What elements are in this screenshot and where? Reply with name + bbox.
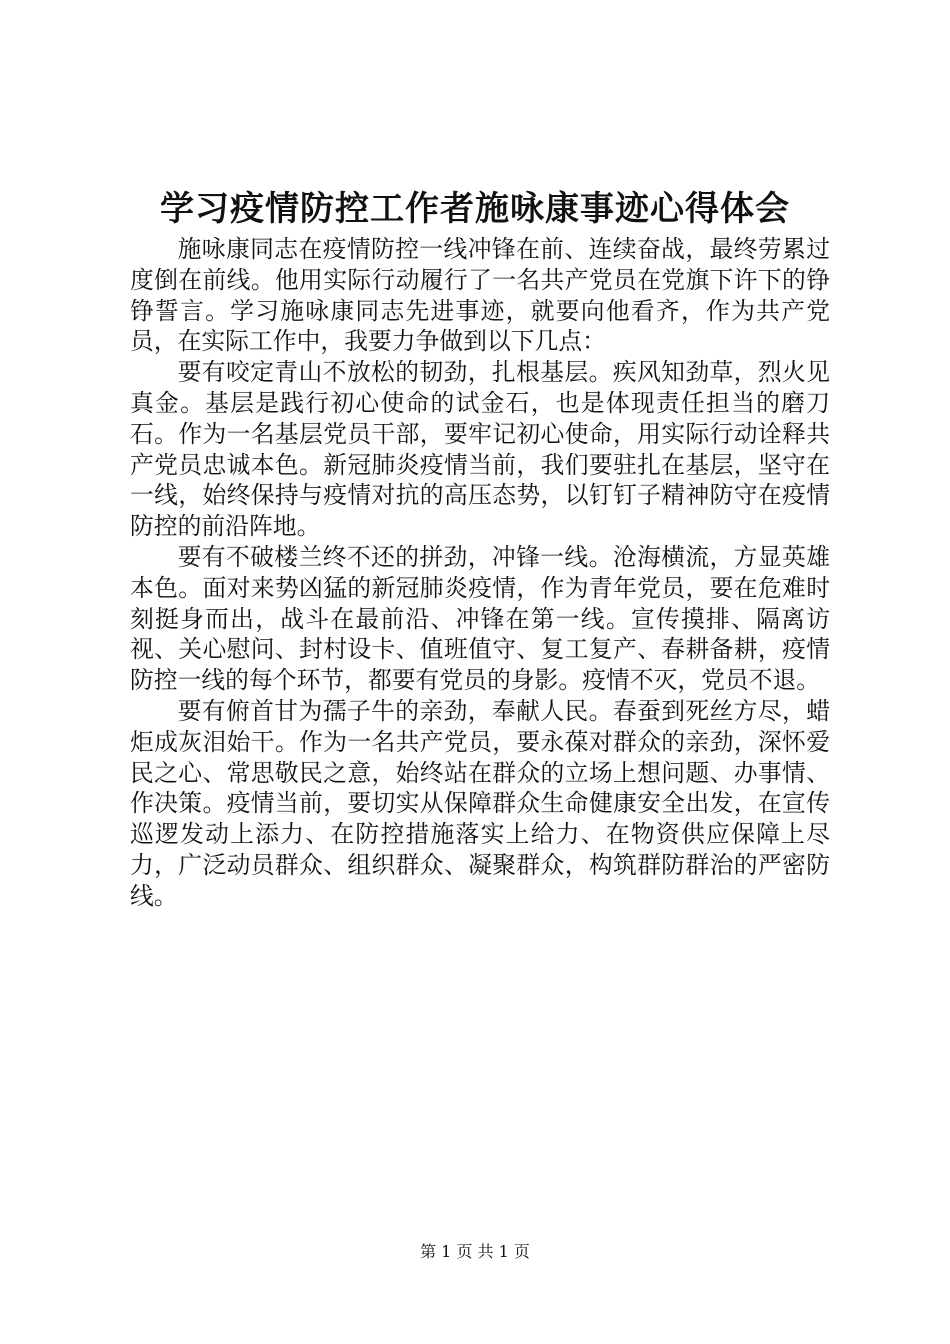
paragraph-grassroots: 要有咬定青山不放松的韧劲，扎根基层。疾风知劲草，烈火见真金。基层是践行初心使命的试金石，也是体现责任担当的磨刀石。作为一名基层党员干部，要牢记初心使命，用实际行动诠释共产党员忠诚本色。新冠肺炎疫情当前，我们要驻扎在基层，坚守在一线，始终保持与疫情对抗的高压态势，以钉钉子精神防守在疫情防控的前沿阵地。 [130, 358, 830, 541]
paragraph-frontline: 要有不破楼兰终不还的拼劲，冲锋一线。沧海横流，方显英雄本色。面对来势凶猛的新冠肺炎疫情，作为青年党员，要在危难时刻挺身而出，战斗在最前沿、冲锋在第一线。宣传摸排、隔离访视、关心慰问、封村设卡、值班值守、复工复产、春耕备耕，疫情防控一线的每个环节，都要有党员的身影。疫情不灭，党员不退。 [130, 542, 830, 695]
paragraph-intro: 施咏康同志在疫情防控一线冲锋在前、连续奋战，最终劳累过度倒在前线。他用实际行动履行了一名共产党员在党旗下许下的铮铮誓言。学习施咏康同志先进事迹，就要向他看齐，作为共产党员，在实际工作中，我要力争做到以下几点： [130, 235, 830, 356]
document-title: 学习疫情防控工作者施咏康事迹心得体会 [160, 189, 790, 229]
document-body [130, 234, 830, 912]
paragraph-serve-people: 要有俯首甘为孺子牛的亲劲，奉献人民。春蚕到死丝方尽，蜡炬成灰泪始干。作为一名共产党员，要永葆对群众的亲劲，深怀爱民之心、常思敬民之意，始终站在群众的立场上想问题、办事情、作决策。疫情当前，要切实从保障群众生命健康安全出发，在宣传巡逻发动上添力、在防控措施落实上给力、在物资供应保障上尽力，广泛动员群众、组织群众、凝聚群众，构筑群防群治的严密防线。 [130, 696, 830, 910]
page-number-footer: 第 1 页 共 1 页 [420, 1242, 530, 1261]
